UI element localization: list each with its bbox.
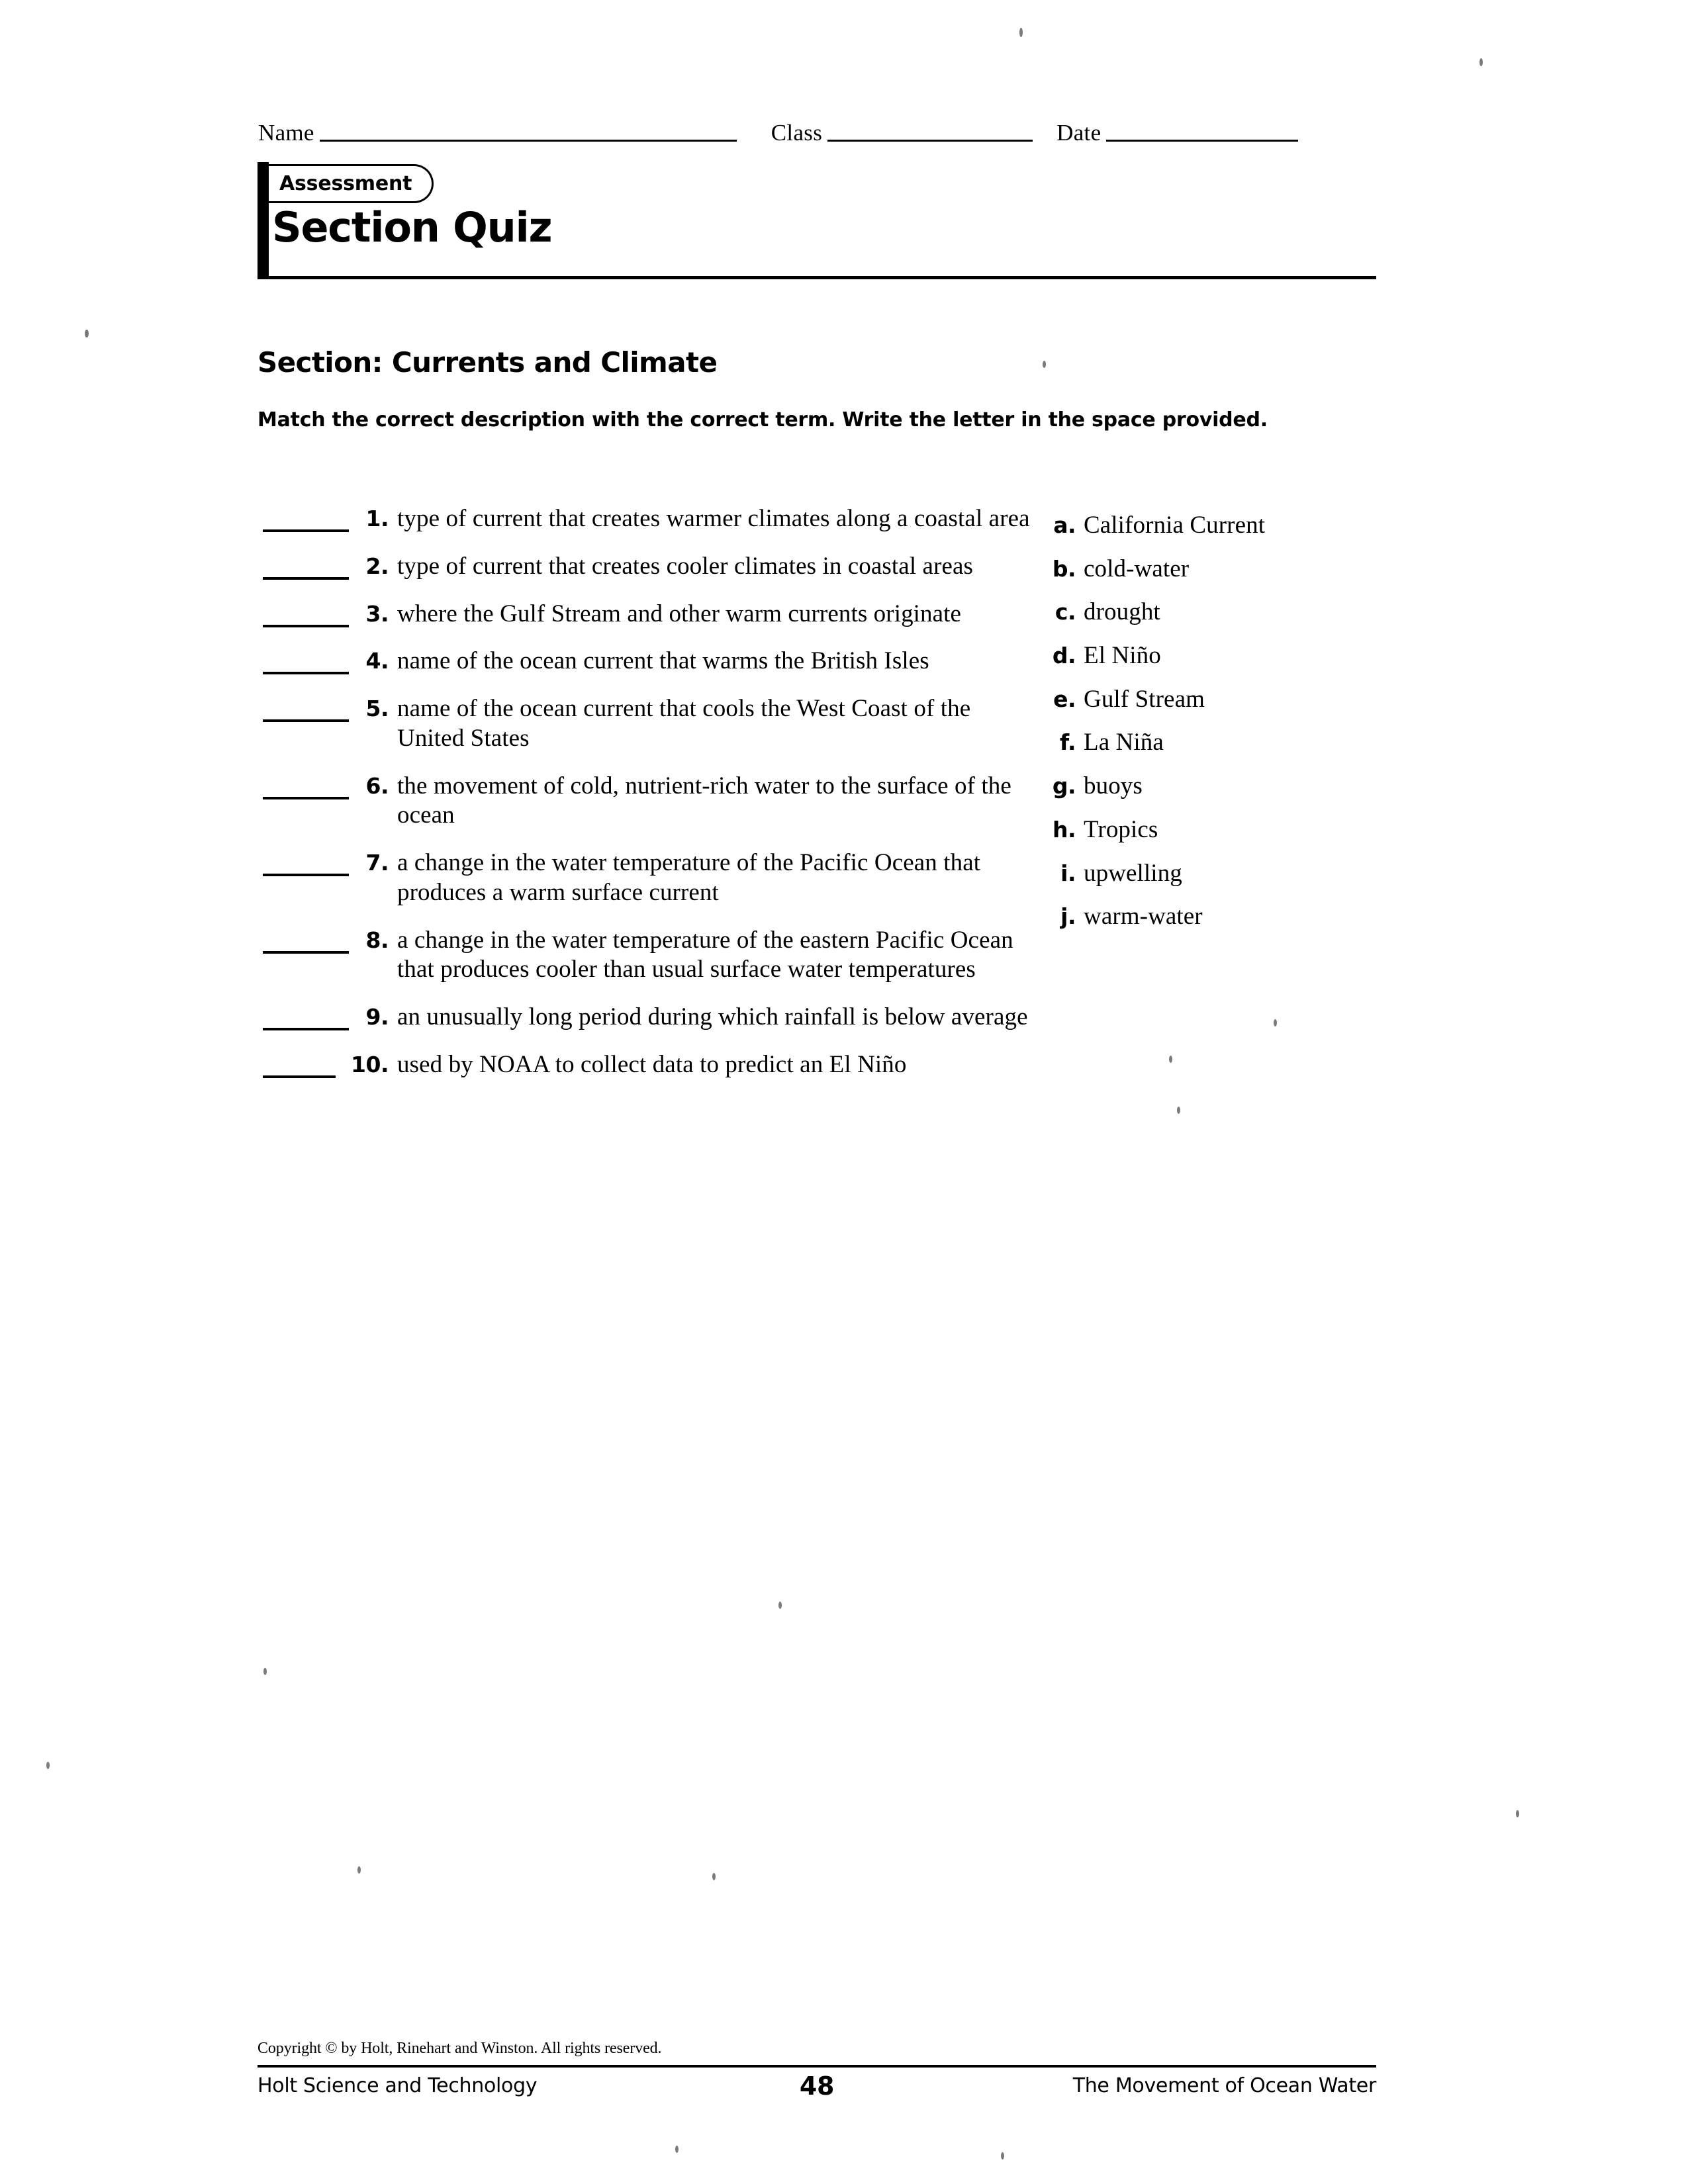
question-number: 8.: [365, 927, 389, 953]
question-text: used by NOAA to collect data to predict an El Niño: [397, 1050, 907, 1078]
question-number: 7.: [365, 850, 389, 876]
question-number: 9.: [365, 1004, 389, 1030]
answer-choice-letter: d.: [1052, 643, 1076, 669]
question-number: 3.: [365, 600, 389, 627]
scan-speck: [263, 1668, 267, 1675]
answer-blank[interactable]: [258, 552, 355, 581]
name-label: Name: [258, 120, 314, 146]
answer-blank[interactable]: [258, 772, 355, 801]
question-number: 10.: [351, 1051, 389, 1077]
answer-choice[interactable]: [1047, 729, 1378, 756]
answer-choice[interactable]: [1047, 860, 1378, 887]
answer-choice-letter: a.: [1053, 512, 1076, 538]
question-text: name of the ocean current that cools the West Coast of the United States: [397, 695, 971, 752]
question-text: type of current that creates warmer climates along a coastal area: [397, 505, 1030, 532]
question-item: [258, 600, 1032, 629]
date-write-line[interactable]: [1106, 139, 1298, 142]
answer-blank[interactable]: [258, 848, 355, 878]
class-label: Class: [771, 120, 823, 146]
answer-choice-letter: i.: [1060, 860, 1076, 886]
footer-row: [258, 2071, 1376, 2105]
masthead-bottom-rule: [258, 276, 1376, 279]
scan-speck: [1516, 1810, 1519, 1817]
date-label: Date: [1056, 120, 1102, 146]
assessment-tab-label: Assessment: [279, 171, 412, 195]
question-number: 6.: [365, 772, 389, 799]
question-text: a change in the water temperature of the Pacific Ocean that produces a warm surface current: [397, 849, 981, 906]
answer-choice-text: El Niño: [1084, 642, 1161, 670]
question-item: [258, 504, 1032, 534]
question-text: name of the ocean current that warms the British Isles: [397, 647, 929, 675]
scan-speck: [1274, 1019, 1277, 1026]
answer-choice-letter: b.: [1052, 555, 1076, 582]
question-item: [258, 552, 1032, 582]
question-item: [258, 1050, 1032, 1080]
assessment-tab-badge: [269, 164, 434, 203]
answer-blank[interactable]: [258, 1003, 355, 1032]
name-write-line[interactable]: [320, 139, 737, 142]
answer-choice[interactable]: [1047, 773, 1378, 800]
copyright-notice: Copyright © by Holt, Rinehart and Winston. All rights reserved.: [258, 2040, 662, 2057]
footer-chapter-title: The Movement of Ocean Water: [1072, 2074, 1376, 2097]
answer-choice[interactable]: [1047, 643, 1378, 670]
scan-speck: [1169, 1056, 1172, 1063]
scan-speck: [46, 1762, 50, 1769]
answer-choice-text: Gulf Stream: [1084, 685, 1205, 713]
footer-book-title: Holt Science and Technology: [258, 2074, 538, 2097]
answer-choice-letter: e.: [1053, 686, 1076, 712]
scan-speck: [778, 1602, 782, 1609]
question-text: type of current that creates cooler climates in coastal areas: [397, 552, 974, 580]
scan-speck: [1177, 1107, 1180, 1114]
question-item: [258, 926, 1032, 985]
masthead: [258, 162, 1376, 281]
footer-rule: [258, 2065, 1376, 2068]
question-number: 1.: [365, 506, 389, 531]
question-text: the movement of cold, nutrient-rich water to the surface of the ocean: [397, 772, 1011, 829]
answer-blank[interactable]: [258, 600, 355, 629]
question-text: an unusually long period during which rainfall is below average: [397, 1003, 1028, 1031]
answer-choice-text: Tropics: [1084, 815, 1158, 843]
answer-choice-letter: f.: [1059, 729, 1076, 756]
question-text: a change in the water temperature of the eastern Pacific Ocean that produces cooler than usual surface water temperatures: [397, 926, 1013, 983]
answer-choice-letter: g.: [1052, 773, 1076, 799]
answer-choice-text: cold-water: [1084, 555, 1190, 582]
answer-blank[interactable]: [258, 504, 355, 533]
answer-choice-text: buoys: [1084, 772, 1143, 800]
answer-choice-text: warm-water: [1084, 903, 1203, 931]
scan-speck: [712, 1873, 716, 1880]
question-number: 4.: [365, 648, 389, 674]
scan-speck: [1001, 2152, 1004, 2160]
answer-choice-text: La Niña: [1084, 729, 1164, 756]
question-item: [258, 694, 1032, 754]
answer-choice[interactable]: [1047, 686, 1378, 713]
scan-speck: [1019, 28, 1023, 37]
answer-choice-letter: h.: [1052, 816, 1076, 842]
footer-page-number: 48: [799, 2071, 835, 2101]
scan-speck: [85, 330, 89, 338]
section-heading: Section: Currents and Climate: [258, 346, 718, 379]
class-write-line[interactable]: [827, 139, 1033, 142]
answer-choice[interactable]: [1047, 599, 1378, 626]
answer-choice[interactable]: [1047, 903, 1378, 931]
question-text: where the Gulf Stream and other warm currents originate: [397, 600, 962, 627]
answer-choice-text: drought: [1084, 598, 1160, 626]
scan-speck: [357, 1866, 361, 1874]
answer-blank[interactable]: [258, 1050, 342, 1079]
answer-blank[interactable]: [258, 694, 355, 723]
questions-column: [258, 504, 1032, 1098]
answer-choice-letter: c.: [1055, 599, 1076, 625]
question-number: 5.: [365, 696, 389, 722]
question-item: [258, 772, 1032, 831]
answer-choice[interactable]: [1047, 817, 1378, 844]
answer-choice-text: California Current: [1084, 512, 1266, 539]
masthead-left-bar: [258, 162, 269, 278]
scan-speck: [675, 2146, 679, 2153]
student-info-row: [258, 111, 1383, 146]
question-item: [258, 647, 1032, 676]
answer-choice[interactable]: [1047, 556, 1378, 583]
scan-speck: [1479, 58, 1483, 66]
page-title: Section Quiz: [272, 203, 552, 251]
answer-choice-text: upwelling: [1084, 859, 1182, 887]
answer-blank[interactable]: [258, 926, 355, 955]
answer-choice-letter: j.: [1060, 903, 1076, 930]
question-item: [258, 848, 1032, 908]
directions-text: Match the correct description with the correct term. Write the letter in the space provided.: [258, 408, 1268, 432]
question-item: [258, 1003, 1032, 1032]
scan-speck: [1043, 361, 1046, 368]
question-number: 2.: [365, 553, 389, 579]
answer-blank[interactable]: [258, 647, 355, 676]
answer-choice[interactable]: [1047, 512, 1378, 539]
answer-choices-column: [1047, 512, 1378, 947]
